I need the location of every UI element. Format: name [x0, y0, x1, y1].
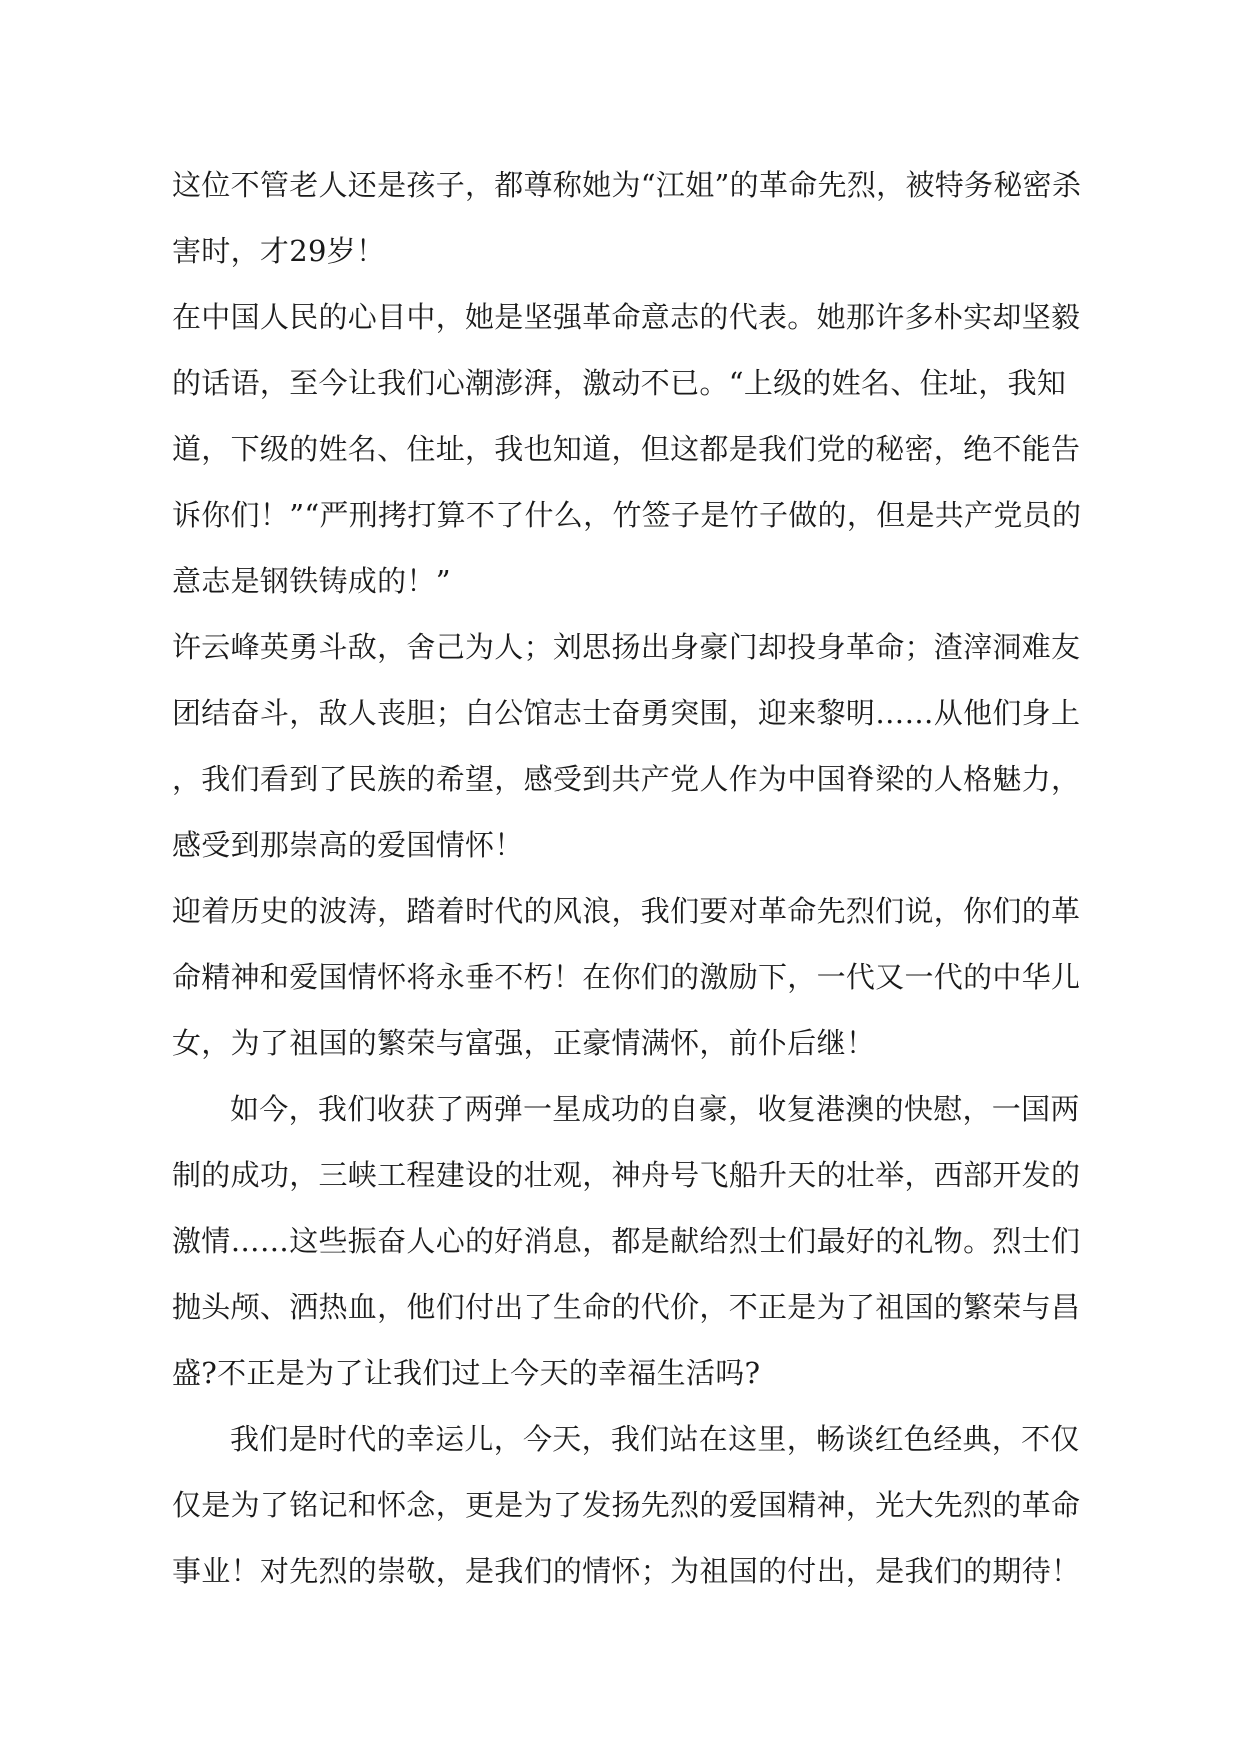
text-line: 激情……这些振奋人心的好消息，都是献给烈士们最好的礼物。烈士们 [172, 1224, 1081, 1258]
text-line: 意志是钢铁铸成的！” [172, 564, 451, 598]
text-line: 在中国人民的心目中，她是坚强革命意志的代表。她那许多朴实却坚毅 [172, 300, 1081, 334]
text-line: ，我们看到了民族的希望，感受到共产党人作为中国脊梁的人格魅力， [172, 762, 1081, 796]
text-line: 事业！对先烈的崇敬，是我们的情怀；为祖国的付出，是我们的期待！ [172, 1554, 1081, 1588]
text-line: 这位不管老人还是孩子，都尊称她为“江姐”的革命先烈，被特务秘密杀 [172, 168, 1082, 202]
text-line: 许云峰英勇斗敌，舍己为人；刘思扬出身豪门却投身革命；渣滓洞难友 [172, 630, 1081, 664]
text-line: 道，下级的姓名、住址，我也知道，但这都是我们党的秘密，绝不能告 [172, 432, 1081, 466]
text-line: 制的成功，三峡工程建设的壮观，神舟号飞船升天的壮举，西部开发的 [172, 1158, 1081, 1192]
text-line: 我们是时代的幸运儿，今天，我们站在这里，畅谈红色经典，不仅 [230, 1422, 1080, 1456]
text-line: 命精神和爱国情怀将永垂不朽！在你们的激励下，一代又一代的中华儿 [172, 960, 1081, 994]
text-line: 抛头颅、洒热血，他们付出了生命的代价，不正是为了祖国的繁荣与昌 [172, 1290, 1081, 1324]
text-line: 迎着历史的波涛，踏着时代的风浪，我们要对革命先烈们说，你们的革 [172, 894, 1081, 928]
body-text [172, 152, 1087, 1604]
text-line: 盛?不正是为了让我们过上今天的幸福生活吗? [172, 1356, 761, 1390]
text-line: 诉你们！”“严刑拷打算不了什么，竹签子是竹子做的，但是共产党员的 [172, 498, 1082, 532]
text-line: 害时，才29岁！ [172, 234, 386, 268]
text-line: 感受到那崇高的爱国情怀！ [172, 828, 524, 862]
text-line: 女，为了祖国的繁荣与富强，正豪情满怀，前仆后继！ [172, 1026, 876, 1060]
text-line: 如今，我们收获了两弹一星成功的自豪，收复港澳的快慰，一国两 [230, 1092, 1080, 1126]
text-line: 仅是为了铭记和怀念，更是为了发扬先烈的爱国精神，光大先烈的革命 [172, 1488, 1081, 1522]
text-line: 团结奋斗，敌人丧胆；白公馆志士奋勇突围，迎来黎明……从他们身上 [172, 696, 1081, 730]
text-line: 的话语，至今让我们心潮澎湃，激动不已。“上级的姓名、住址，我知 [172, 366, 1067, 400]
